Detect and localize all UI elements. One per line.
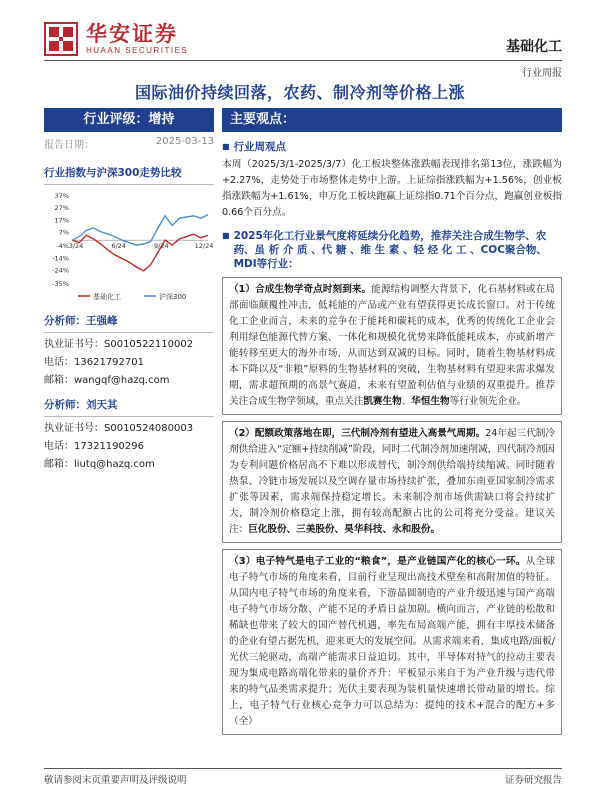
analyst2-cert: 执业证书号：S0010524080003 [44,423,194,434]
legend-label: 基础化工 [93,293,121,301]
industry-rating: 行业评级：增持 [44,108,214,132]
y-tick-label: 7% [58,228,69,237]
point2-text [229,426,555,538]
chart-svg [44,191,214,303]
section1-heading [222,140,562,154]
key-points-heading: 主要观点： [222,108,562,132]
point1-company1: 凯赛生物 [363,396,402,407]
logo-english-name: HUAAN SECURITIES [86,46,189,55]
x-tick-label: 3/24 [68,242,84,251]
header-industry: 基础化工 [506,39,562,55]
point1-heading: （1）合成生物学奇点时刻到来。 [229,284,372,295]
footer-divider [44,768,562,769]
y-tick-label: -24% [52,266,69,275]
main-content [222,108,562,735]
y-tick-label: -14% [52,254,69,263]
point2-companies: 巨化股份、三美股份、昊华科技、永和股份。 [248,524,441,535]
x-tick-label: 9/24 [154,242,169,251]
analyst1-phone: 电话：13621792701 [44,357,144,368]
analyst2-email: 邮箱：liutq@hazq.com [44,459,155,470]
section1-heading-text: 行业周观点 [233,141,287,153]
analyst1-name: 分析师：王强峰 [44,313,214,333]
report-date [44,136,214,151]
point1-body: 能源结构调整大背景下，化石基材料或在局部面临颠覆性冲击，低耗能的产品或产业有望获得更长成长窗口。对于传统化工企业而言，未来的竞争在于能耗和碳耗的成本，优秀的传统化工企业会利用绿色能源代替方案、一体化和规模化优势来降低能耗成本，亦或新增产能转移至更大的海外市场，从而达到双减的目标。同时，随着生物基材料成本下降以及“非粮”原料的生物基材料的突破，生物基材料有望迎来需求爆发期，需求超预期的高景气赛道，未来有望盈利估值与业绩的双重提升。推荐关注合成生物学领域，重点关注 [229,284,555,407]
point1-end: 等行业领先企业。 [449,396,527,407]
page-header [0,0,600,79]
y-tick-label: 37% [54,192,69,200]
point3-box [222,549,562,735]
y-tick-label: 27% [54,204,69,213]
header-divider [44,60,562,61]
huaan-logo [44,22,188,56]
y-tick-label: -4% [56,242,69,251]
point1-company2: 华恒生物 [411,396,450,407]
y-tick-label: 17% [54,216,69,225]
point2-heading: （2）配额政策落地在即，三代制冷剂有望进入高景气周期。 [229,428,486,439]
point1-text [229,282,555,410]
huaan-logo-mark-icon [44,22,78,56]
report-date-value: 2025-03-13 [155,136,214,147]
y-tick-label: -35% [52,280,69,288]
analyst1-email: 邮箱：wangqf@hazq.com [44,375,170,386]
point2-body: 24年起三代制冷剂供给进入“定额+持续削减”阶段，同时二代制冷剂加速削减，四代制冷剂因为专利问题价格居高不下难以形成替代，制冷剂供给端持续缩减。同时随着热泵、冷链市场发展以及空调存量市场持续扩张，叠加东南亚国家制冷需求扩张等因素，需求端保持稳定增长。未来制冷剂市场供需缺口将会持续扩大，制冷剂价格稳定上涨，拥有较高配额占比的公司将充分受益。建议关注： [229,428,555,535]
section2-heading-text: 2025年化工行业景气度将延续分化趋势，推荐关注合成生物学、农药、虽 析 介 质 、代 糖 、维 生 素 、轻 烃 化 工 、COC聚合物、MDI等行业： [233,230,547,270]
section1-text: 本周（2025/3/1-2025/3/7）化工板块整体涨跌幅表现排名第13位，涨跌幅为+2.27%，走势处于市场整体走势中上游。上证综指涨跌幅为+1.56%，创业板指涨跌幅为+1.61%，申万化工板块跑赢上证综指0.71个百分点，跑赢创业板指0.66个百分点。 [222,159,562,218]
index-comparison-chart [44,191,214,303]
series-line-1 [72,215,208,246]
bullet-icon: ■ [222,231,230,240]
series-line-0 [72,234,208,271]
footer-disclaimer: 敬请参阅末页重要声明及评级说明 [44,775,187,786]
point3-text [229,554,555,730]
point3-body: 从全球电子特气市场的角度来看，目前行业呈现出高技术壁垒和高附加值的特征。从国内电子特气市场的角度来看，下游晶圆制造的产业升级迅速与国产高端电子特气市场分散、产能不足的矛盾日益加剧。横向而言，产业链的松散和稀缺也带来了较大的国产替代机遇，率先布局高端产能，拥有丰厚技术储备的企业有望占据先机，迎来更大的发展空间。从需求端来看，集成电路/面板/光伏三轮驱动，高端产能需求日益迫切。其中，半导体对特气的拉动主要表现为集成电路高端化带来的量价齐升：平板显示来自于为产业升级与迭代带来的特气品类需求提升；光伏主要表现为装机量快速增长带动量的增长。综上，电子特气行业核心竞争力可以总结为：提纯的技术+混合的配方+多（全） [229,556,556,727]
section2-heading [222,229,562,271]
report-title: 国际油价持续回落，农药、制冷剂等价格上涨 [134,83,465,102]
report-date-label: 报告日期： [44,140,94,151]
point1-separator: 、 [401,396,412,407]
point1-box [222,277,562,415]
point2-box [222,421,562,543]
point3-heading: （3）电子特气是电子工业的“粮食”，是产业链国产化的核心一环。 [229,556,526,567]
x-tick-label: 12/24 [194,242,214,251]
bullet-icon: ■ [222,142,230,151]
legend-label: 沪深300 [159,293,187,301]
footer-report-label: 证券研究报告 [504,775,562,786]
logo-chinese-name: 华安证券 [86,21,178,46]
analyst2-name: 分析师：刘天其 [44,397,214,417]
chart-title: 行业指数与沪深300走势比较 [44,165,214,185]
analyst1-cert: 执业证书号：S0010522110002 [44,339,194,350]
analyst2-phone: 电话：17321190296 [44,441,144,452]
header-report-type: 行业周报 [522,68,562,79]
x-tick-label: 6/24 [111,242,126,251]
left-sidebar [44,108,214,471]
